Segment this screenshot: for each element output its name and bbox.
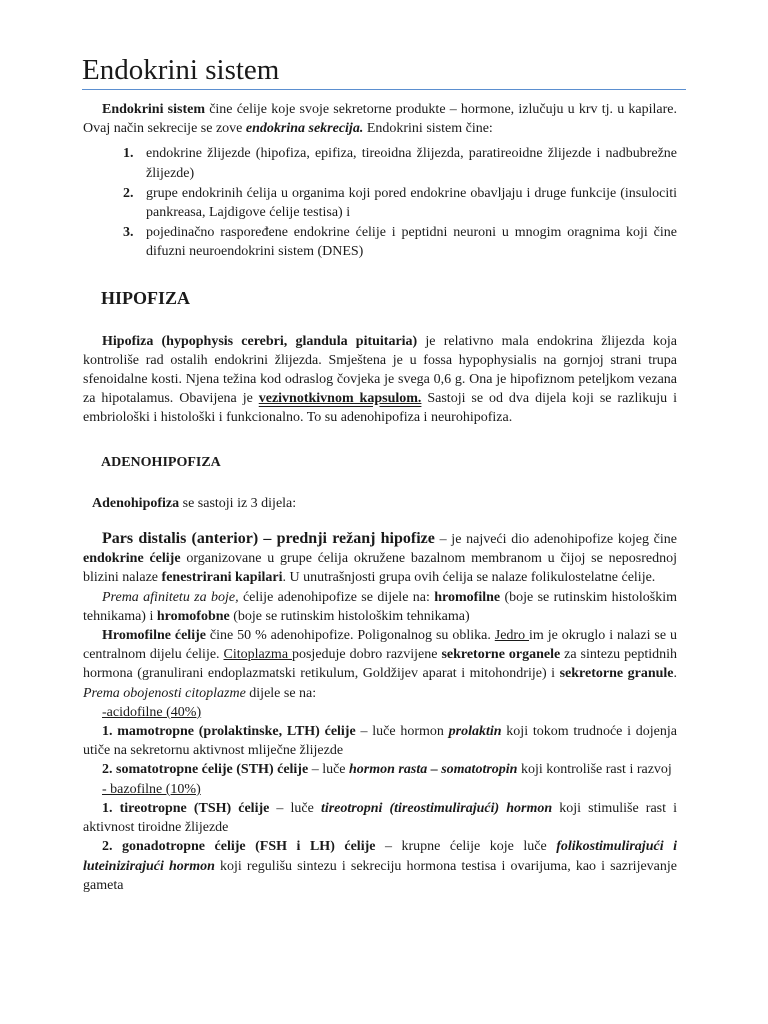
- pars-term-2: endokrine ćelije: [83, 551, 181, 567]
- sekretorne-organele-term: sekretorne organele: [441, 647, 561, 663]
- afinitet-italic: Prema afinitetu za boje,: [102, 589, 239, 605]
- list-item: [83, 144, 677, 182]
- mamotropne-term: 1. mamotropne (prolaktinske, LTH) ćelije: [102, 724, 356, 740]
- mamotropne-text-1: – luče hormon: [355, 724, 449, 740]
- hromofilne-term: hromofilne: [434, 589, 501, 605]
- somatotropne-paragraph: [83, 760, 677, 779]
- hromofilne-text-6: dijele se na:: [245, 685, 317, 701]
- pars-text-1: – je najveći dio adenohipofize kojeg čine: [434, 532, 677, 548]
- intro-text-2: Endokrini sistem čine:: [363, 121, 493, 137]
- somatotropne-text-2: koji kontroliše rast i razvoj: [517, 762, 672, 778]
- gonadotropne-term: 2. gonadotropne ćelije (FSH i LH) ćelije: [102, 839, 376, 855]
- prolaktin-term: prolaktin: [448, 724, 502, 740]
- adeno-intro-term: Adenohipofiza: [92, 495, 180, 511]
- bazofilne-label-line: [83, 780, 677, 799]
- tireotropne-paragraph: [83, 799, 677, 837]
- intro-paragraph: [83, 100, 677, 138]
- bazofilne-label: - bazofilne (10%): [102, 781, 201, 797]
- pars-distalis-paragraph: [83, 529, 677, 588]
- list-number: 2.: [123, 185, 134, 201]
- hromofilne-text-3: posjeduje dobro razvijene: [291, 647, 442, 663]
- gonadotropni-hormon-term: folikostimulirajući i luteinizirajući hormon: [83, 839, 677, 874]
- list-number: 3.: [123, 225, 134, 241]
- pars-term-3: fenestrirani kapilari: [161, 570, 283, 586]
- adeno-intro-text: se sastoji iz 3 dijela:: [179, 495, 297, 511]
- jedro-link: Jedro: [494, 628, 530, 644]
- sekretorne-granule-term: sekretorne granule: [559, 666, 674, 682]
- hipofiza-heading: HIPOFIZA: [101, 287, 191, 308]
- obojenost-italic: Prema obojenosti citoplazme: [83, 685, 246, 701]
- hromofilne-text-4: za sintezu peptidnih hormona (granulirani endoplazmatski retikulum, Goldžijev aparat i mitohondrije) i: [83, 647, 677, 682]
- hipofiza-text-1: je relativno mala endokrina žlijezda koja kontroliše rad ostalih endokrini žlijezda. Smještena je u fossa hypophysialis na gornjoj strani trupa sfenoidalne kosti. Njena težina kod odraslog čovjeka je svega 0,6 g. Ona je hipofiznom peteljkom vezana za hipotalamus. Obavijena je: [83, 333, 677, 407]
- list-text: endokrine žlijezde (hipofiza, epifiza, tireoidna žlijezda, paratireoidne žlijezde i nadbubrežne žlijezde): [146, 146, 677, 181]
- hromofobne-term: hromofobne: [156, 608, 230, 624]
- hipofiza-paragraph: [83, 332, 677, 428]
- tireotropni-hormon-term: tireotropni (tireostimulirajući) hormon: [320, 800, 553, 816]
- page-title: Endokrini sistem: [82, 54, 280, 86]
- gonadotropne-paragraph: [83, 837, 677, 895]
- tireotropne-text-1: – luče: [269, 800, 321, 816]
- hromofilne-text-2: im je okruglo i nalazi se u centralnom dijelu ćelije.: [83, 628, 677, 663]
- hipofiza-term-2: vezivnotkivnom kapsulom.: [258, 391, 422, 407]
- adenohipofiza-heading: ADENOHIPOFIZA: [101, 454, 221, 470]
- hipofiza-term: Hipofiza (hypophysis cerebri, glandula pituitaria): [102, 333, 418, 349]
- gonadotropne-text-2: koji regulišu sintezu i sekreciju hormona testisa i ovarijuma, kao i sazrijevanje gameta: [83, 858, 677, 893]
- afinitet-text-1: ćelije adenohipofize se dijele na:: [238, 589, 435, 605]
- list-number: 1.: [123, 146, 134, 162]
- somatotropne-text-1: – luče: [308, 762, 350, 778]
- afinitet-text-3: (boje se rutinskim histološkim tehnikama): [229, 608, 470, 624]
- afinitet-paragraph: [83, 588, 677, 626]
- hormon-rasta-term: hormon rasta – somatotropin: [349, 762, 518, 778]
- list-text: pojedinačno raspoređene endokrine ćelije i peptidni neuroni u mnogim oragnima koji čine difuzni neuroendokrini sistem (DNES): [146, 225, 677, 260]
- intro-text-1: čine ćelije koje svoje sekretorne produkte – hormone, izlučuju u krv tj. u kapilare. Ovaj način sekrecije se zove: [83, 102, 677, 137]
- acidofilne-label-line: [83, 703, 677, 722]
- list-item: [83, 223, 677, 261]
- list-item: [83, 184, 677, 222]
- document-body: [83, 100, 677, 895]
- hromofilne-celije-term: Hromofilne ćelije: [102, 628, 206, 644]
- somatotropne-term: 2. somatotropne ćelije (STH) ćelije: [102, 762, 309, 778]
- afinitet-text-2: (boje se rutinskim histološkim tehnikama) i: [83, 589, 677, 624]
- pars-text-2: organizovane u grupe ćelija okružene bazalnom membranom u čijoj se neposrednoj blizini nalaze: [83, 551, 677, 586]
- hipofiza-text-2: Sastoji se od dva dijela koji se razlikuju i embriološki i histološki i funkcionalno. To su adenohipofiza i neurohipofiza.: [83, 391, 677, 426]
- acidofilne-label: -acidofilne (40%): [102, 704, 202, 720]
- hromofilne-text-1: čine 50 % adenohipofize. Poligonalnog su oblika.: [205, 628, 495, 644]
- tireotropne-term: 1. tireotropne (TSH) ćelije: [102, 800, 270, 816]
- tireotropne-text-2: koji stimuliše rast i aktivnost tiroidne žlijezde: [83, 800, 677, 836]
- pars-term: Pars distalis (anterior) – prednji režanj hipofize: [102, 530, 435, 548]
- gonadotropne-text-1: – krupne ćelije koje luče: [375, 839, 557, 855]
- endocrine-list: [83, 144, 677, 261]
- hromofilne-paragraph: [83, 626, 677, 703]
- title-divider: [82, 89, 686, 90]
- hromofilne-text-5: .: [673, 666, 678, 682]
- citoplazma-link: Citoplazma: [223, 647, 292, 663]
- list-text: grupe endokrinih ćelija u organima koji pored endokrine obavljaju i druge funkcije (insulociti pankreasa, Lajdigove ćelije testisa) i: [146, 185, 677, 221]
- adenohipofiza-intro: [83, 494, 677, 513]
- intro-term: Endokrini sistem: [102, 102, 205, 117]
- pars-text-3: . U unutrašnjosti grupa ovih ćelija se nalaze folikulostelatne ćelije.: [282, 570, 656, 586]
- mamotropne-text-2: koji tokom trudnoće i dojenja utiče na sekretornu aktivnost mliječne žlijezde: [83, 724, 678, 759]
- mamotropne-paragraph: [83, 722, 677, 760]
- intro-term-2: endokrina sekrecija.: [245, 121, 364, 137]
